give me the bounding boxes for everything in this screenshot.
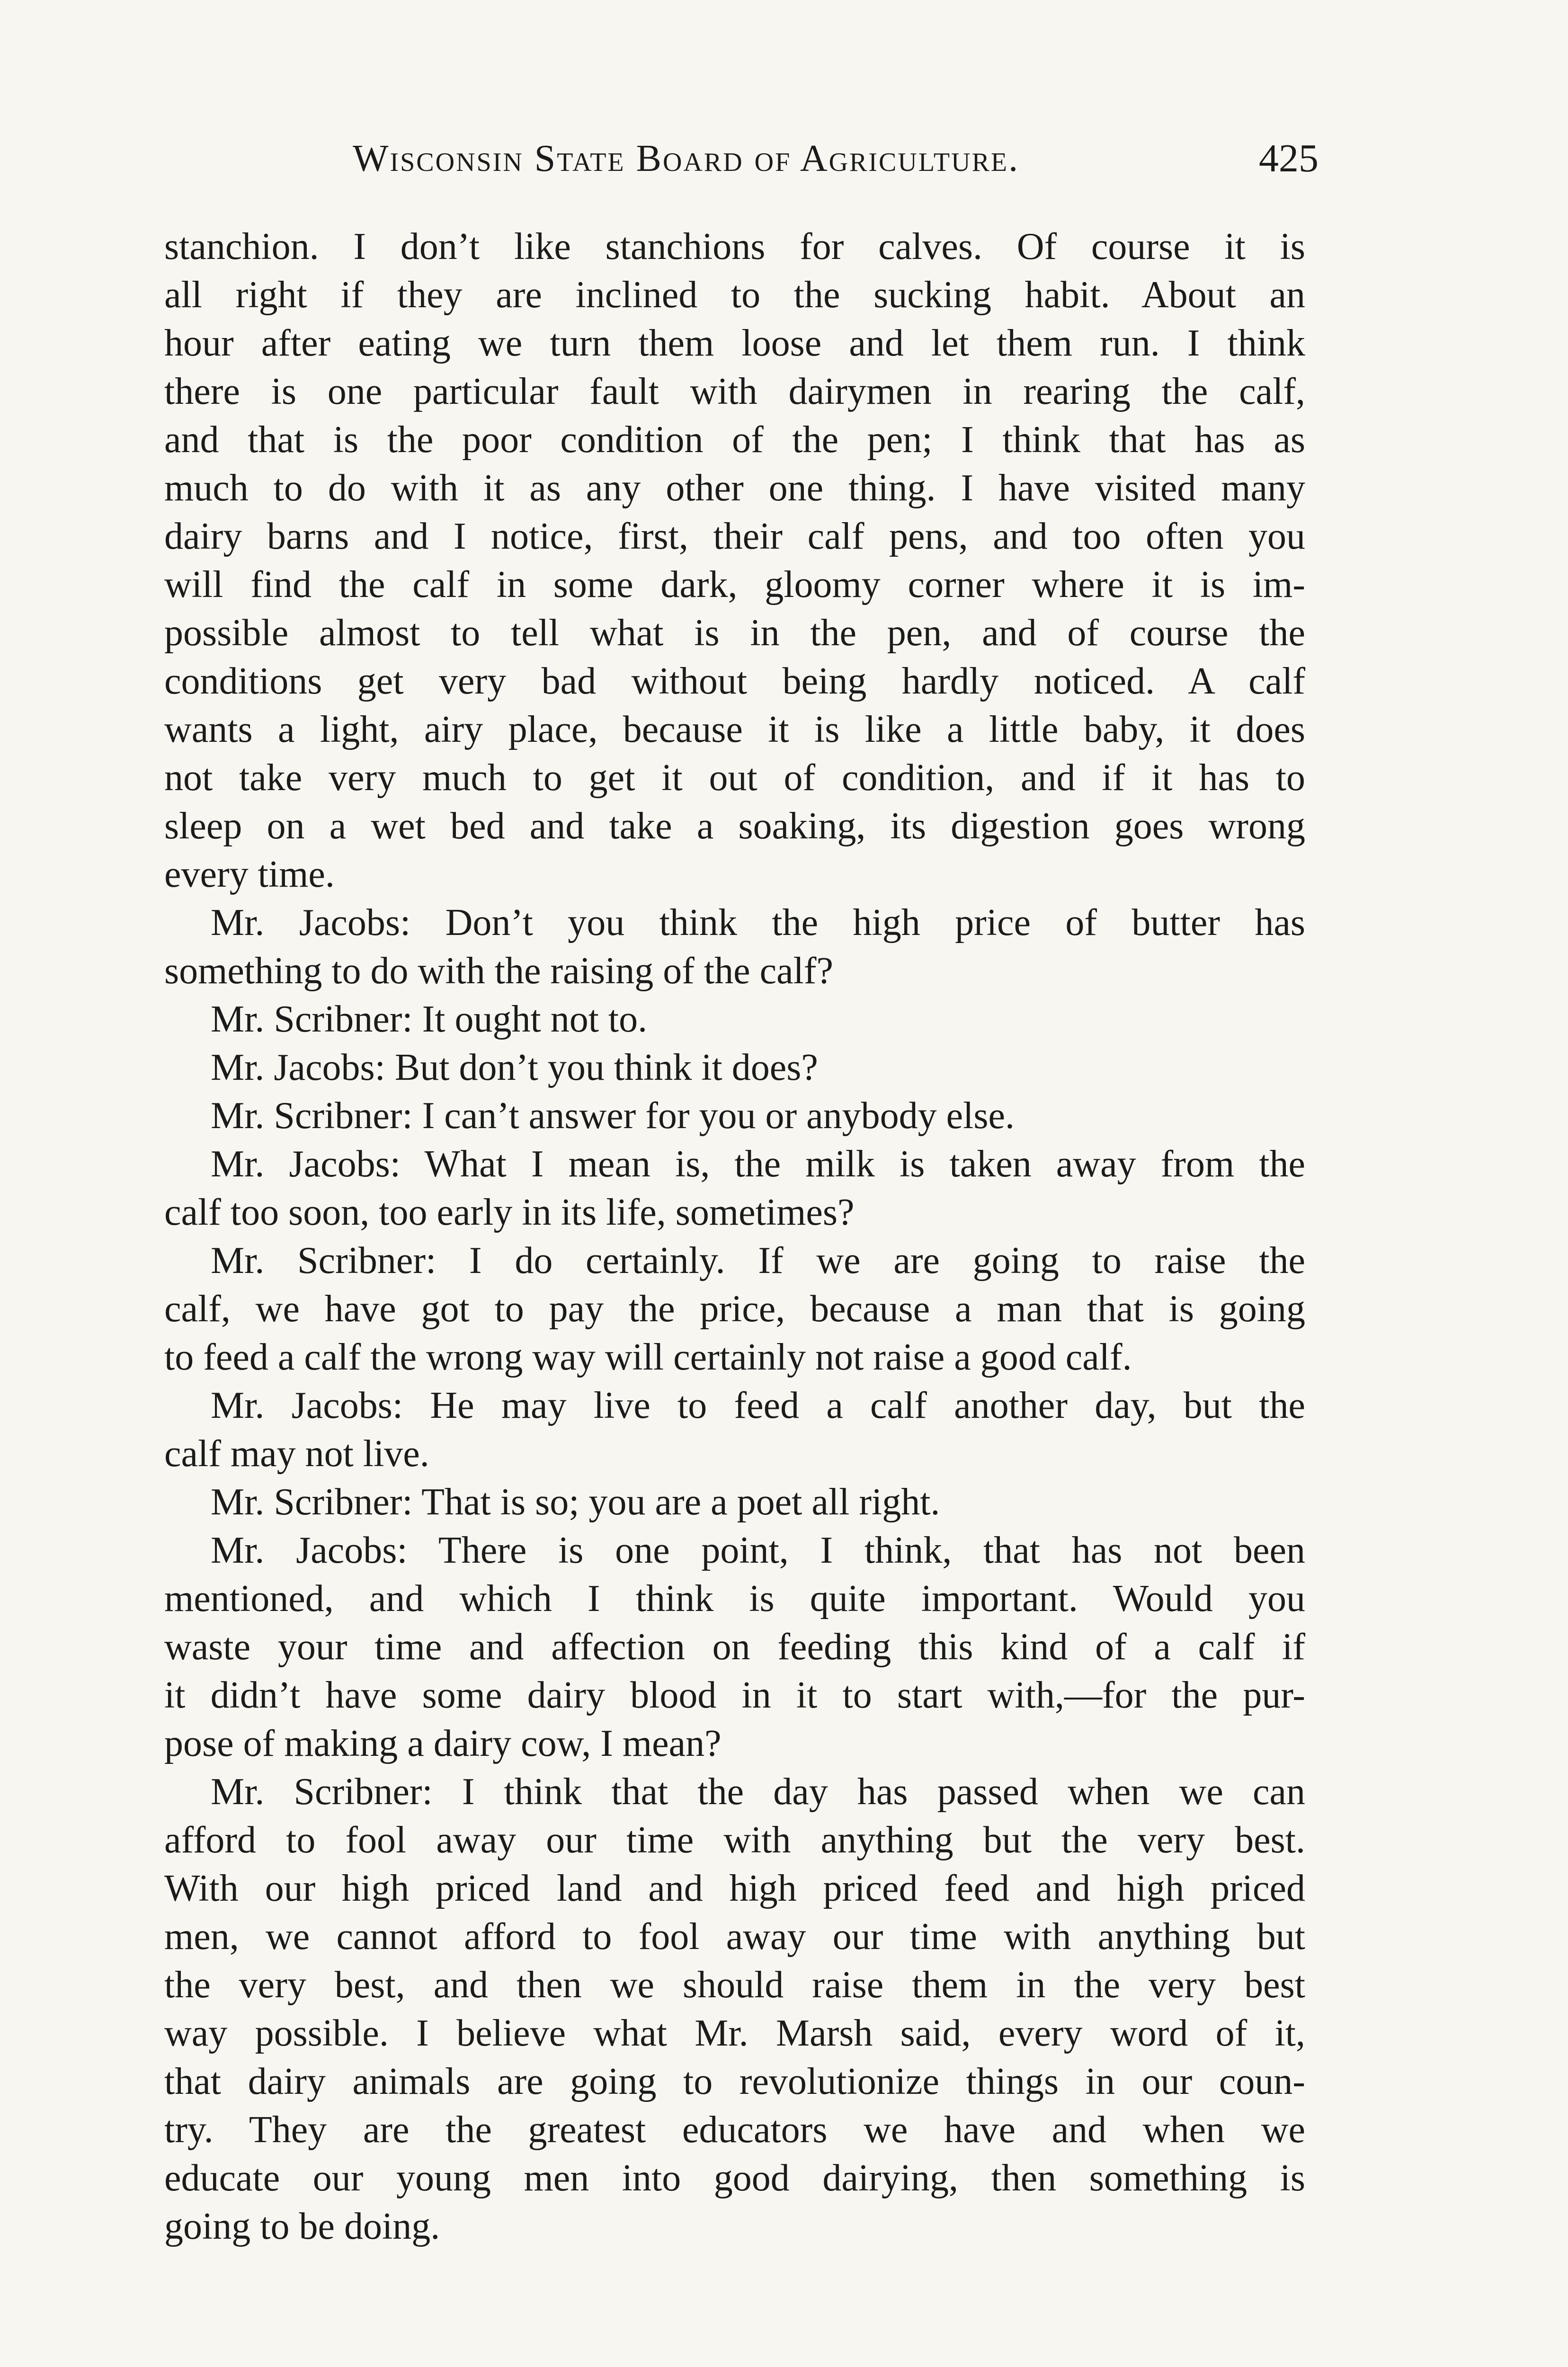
text-line: stanchion. I don’t like stanchions for calves. Of course it is (164, 226, 1305, 267)
text-line: wants a light, airy place, because it is like a little baby, it does (164, 709, 1305, 750)
dialogue-line: Mr. Scribner: That is so; you are a poet all right. (211, 1481, 940, 1523)
text-line: it didn’t have some dairy blood in it to start with,—for the pur- (164, 1674, 1305, 1716)
text-line: there is one particular fault with dairymen in rearing the calf, (164, 371, 1305, 412)
text-line: conditions get very bad without being hardly noticed. A calf (164, 660, 1305, 702)
text-line: men, we cannot afford to fool away our time with anything but (164, 1916, 1305, 1958)
text-line: calf may not live. (164, 1433, 429, 1475)
text-line: try. They are the greatest educators we have and when we (164, 2109, 1305, 2151)
running-title: Wisconsin State Board of Agriculture. (353, 138, 1020, 179)
text-line: going to be doing. (164, 2206, 440, 2247)
text-line: pose of making a dairy cow, I mean? (164, 1723, 722, 1764)
text-line: not take very much to get it out of condition, and if it has to (164, 757, 1305, 799)
text-line: all right if they are inclined to the sucking habit. About an (164, 274, 1305, 316)
text-line: afford to fool away our time with anything but the very best. (164, 1819, 1305, 1861)
dialogue-line: Mr. Jacobs: But don’t you think it does? (211, 1047, 818, 1088)
dialogue-line: Mr. Scribner: It ought not to. (211, 998, 648, 1040)
text-line: calf, we have got to pay the price, because a man that is going (164, 1288, 1305, 1330)
dialogue-line: Mr. Jacobs: He may live to feed a calf another day, but the (211, 1385, 1305, 1426)
text-line: dairy barns and I notice, first, their calf pens, and too often you (164, 516, 1305, 557)
text-line: With our high priced land and high priced feed and high priced (164, 1868, 1305, 1909)
text-line: and that is the poor condition of the pen; I think that has as (164, 419, 1305, 461)
text-line: that dairy animals are going to revolutionize things in our coun- (164, 2061, 1305, 2102)
running-head (353, 133, 1319, 185)
text-line: way possible. I believe what Mr. Marsh said, every word of it, (164, 2012, 1305, 2054)
page-number: 425 (1259, 136, 1319, 180)
text-line: calf too soon, too early in its life, sometimes? (164, 1192, 855, 1233)
text-line: sleep on a wet bed and take a soaking, its digestion goes wrong (164, 805, 1305, 847)
text-line: every time. (164, 854, 335, 895)
text-line: hour after eating we turn them loose and let them run. I think (164, 322, 1305, 364)
dialogue-line: Mr. Jacobs: What I mean is, the milk is taken away from the (211, 1143, 1305, 1185)
text-line: mentioned, and which I think is quite important. Would you (164, 1578, 1305, 1620)
text-line: possible almost to tell what is in the pen, and of course the (164, 612, 1305, 654)
text-line: to feed a calf the wrong way will certainly not raise a good calf. (164, 1336, 1132, 1378)
dialogue-line: Mr. Jacobs: Don’t you think the high price of butter has (211, 902, 1305, 943)
text-line: something to do with the raising of the calf? (164, 950, 834, 992)
text-line: educate our young men into good dairying, then something is (164, 2157, 1305, 2199)
dialogue-line: Mr. Scribner: I think that the day has passed when we can (211, 1771, 1305, 1813)
dialogue-line: Mr. Jacobs: There is one point, I think, that has not been (211, 1530, 1305, 1571)
text-line: waste your time and affection on feeding this kind of a calf if (164, 1626, 1305, 1668)
dialogue-line: Mr. Scribner: I do certainly. If we are going to raise the (211, 1240, 1305, 1281)
dialogue-line: Mr. Scribner: I can’t answer for you or anybody else. (211, 1095, 1015, 1137)
text-line: will find the calf in some dark, gloomy corner where it is im- (164, 564, 1305, 605)
text-line: the very best, and then we should raise them in the very best (164, 1964, 1305, 2006)
text-line: much to do with it as any other one thing. I have visited many (164, 467, 1305, 509)
body-text (164, 222, 1305, 2251)
